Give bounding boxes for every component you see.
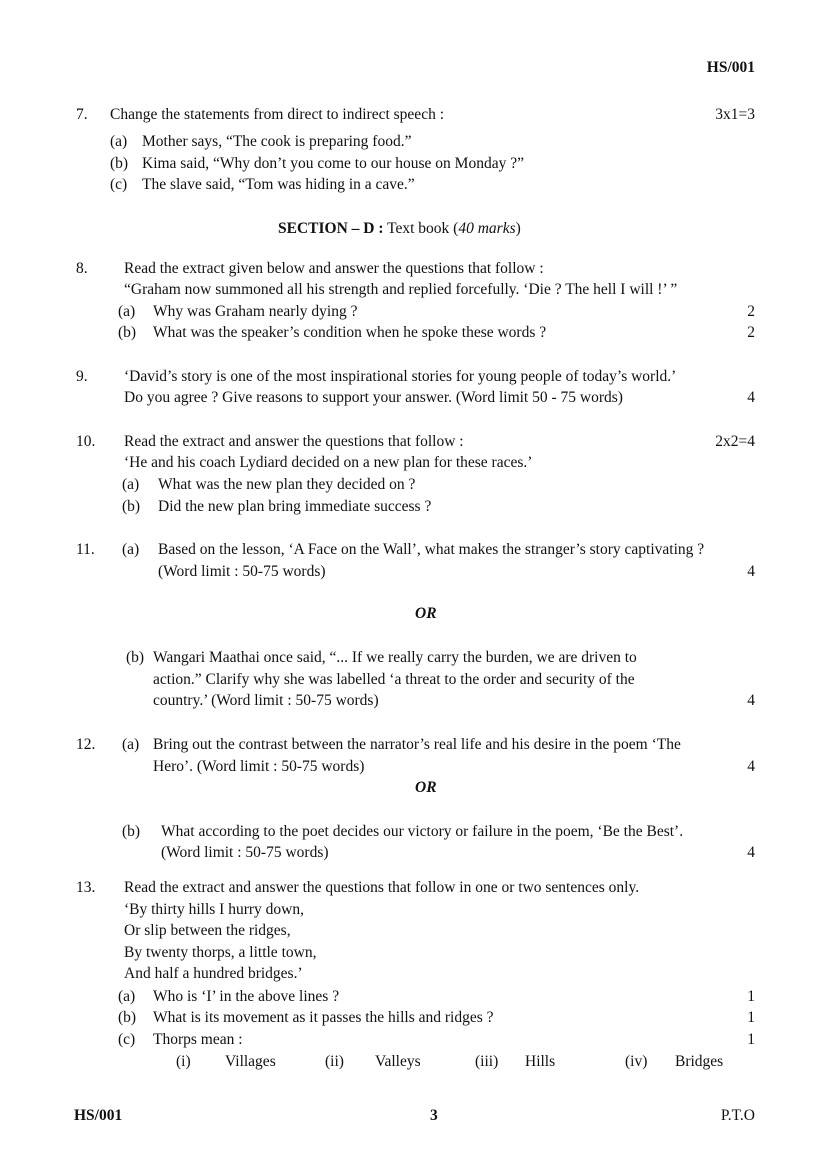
section-d-close: )	[515, 220, 521, 237]
q7-text: Change the statements from direct to indirect speech :	[110, 106, 444, 123]
q13-c-text: Thorps mean :	[153, 1031, 243, 1048]
q12-b-label: (b)	[122, 823, 141, 840]
q12-a-line2: Hero’. (Word limit : 50-75 words)	[153, 758, 365, 775]
q10-a-label: (a)	[122, 476, 140, 493]
q13-text: Read the extract and answer the questions that follow in one or two sentences only.	[124, 879, 640, 896]
q10-b-label: (b)	[122, 498, 141, 515]
q8-number: 8.	[76, 260, 88, 277]
section-d-title	[278, 221, 521, 237]
q13-b-label: (b)	[118, 1009, 137, 1026]
q13-option-text: Bridges	[675, 1053, 724, 1070]
q7-a-label: (a)	[110, 133, 128, 150]
q11-a-label: (a)	[122, 541, 140, 558]
q12-b-line1: What according to the poet decides our victory or failure in the poem, ‘Be the Best’.	[161, 823, 684, 840]
q11-a-marks: 4	[747, 563, 755, 580]
q8-quote: “Graham now summoned all his strength and replied forcefully. ‘Die ? The hell I will !’ ”	[124, 281, 678, 298]
q11-number: 11.	[76, 541, 95, 558]
q7-marks: 3x1=3	[715, 106, 755, 123]
q13-option-text: Valleys	[375, 1053, 421, 1070]
q7-c-text: The slave said, “Tom was hiding in a cave.”	[142, 176, 415, 193]
q13-number: 13.	[76, 879, 96, 896]
q12-number: 12.	[76, 736, 96, 753]
q9-line2: Do you agree ? Give reasons to support your answer. (Word limit 50 - 75 words)	[124, 389, 623, 406]
q13-poem-line: Or slip between the ridges,	[124, 922, 291, 939]
q12-b-marks: 4	[747, 844, 755, 861]
q12-a-marks: 4	[747, 758, 755, 775]
q7-number: 7.	[76, 106, 88, 123]
q13-poem-line: And half a hundred bridges.’	[124, 965, 303, 982]
q13-c-marks: 1	[747, 1031, 755, 1048]
pto-text: P.T.O	[720, 1107, 755, 1124]
q13-option-label: (iv)	[625, 1053, 648, 1070]
q7-b-text: Kima said, “Why don’t you come to our house on Monday ?”	[142, 155, 524, 172]
q13-option-text: Hills	[525, 1053, 556, 1070]
q11-b-marks: 4	[747, 692, 755, 709]
q11-or: OR	[415, 605, 437, 622]
section-d-rest: Text book (	[383, 220, 459, 237]
q9-number: 9.	[76, 368, 88, 385]
q8-b-label: (b)	[118, 324, 137, 341]
q13-option-label: (iii)	[475, 1053, 499, 1070]
q12-a-line1: Bring out the contrast between the narrator’s real life and his desire in the poem ‘The	[153, 736, 681, 753]
q9-marks: 4	[747, 389, 755, 406]
header-code: HS/001	[706, 59, 755, 76]
q13-a-text: Who is ‘I’ in the above lines ?	[153, 988, 340, 1005]
q13-a-label: (a)	[118, 988, 136, 1005]
q13-poem-line: ‘By thirty hills I hurry down,	[124, 901, 304, 918]
page-number: 3	[430, 1107, 438, 1124]
q10-text: Read the extract and answer the questions that follow :	[124, 433, 464, 450]
footer-code: HS/001	[74, 1107, 123, 1124]
q11-b-line2: action.” Clarify why she was labelled ‘a threat to the order and security of the	[153, 671, 635, 688]
q11-a-line1: Based on the lesson, ‘A Face on the Wall’, what makes the stranger’s story captivating ?	[158, 541, 705, 558]
q11-b-label: (b)	[126, 649, 145, 666]
q12-a-label: (a)	[122, 736, 140, 753]
q10-number: 10.	[76, 433, 96, 450]
q8-b-text: What was the speaker’s condition when he spoke these words ?	[153, 324, 547, 341]
q10-a-text: What was the new plan they decided on ?	[158, 476, 416, 493]
q13-b-marks: 1	[747, 1009, 755, 1026]
q13-b-text: What is its movement as it passes the hills and ridges ?	[153, 1009, 494, 1026]
q7-c-label: (c)	[110, 176, 128, 193]
q13-option-text: Villages	[225, 1053, 276, 1070]
q8-b-marks: 2	[747, 324, 755, 341]
q8-text: Read the extract given below and answer the questions that follow :	[124, 260, 544, 277]
section-d-label: SECTION – D :	[278, 220, 384, 237]
q8-a-label: (a)	[118, 303, 136, 320]
q13-c-label: (c)	[118, 1031, 136, 1048]
q13-a-marks: 1	[747, 988, 755, 1005]
q8-a-text: Why was Graham nearly dying ?	[153, 303, 358, 320]
q11-b-line3: country.’ (Word limit : 50-75 words)	[153, 692, 379, 709]
q7-b-label: (b)	[110, 155, 129, 172]
q10-quote: ‘He and his coach Lydiard decided on a new plan for these races.’	[124, 454, 533, 471]
q9-line1: ‘David’s story is one of the most inspirational stories for young people of today’s world.’	[124, 368, 677, 385]
q13-option-label: (ii)	[325, 1053, 344, 1070]
q8-a-marks: 2	[747, 303, 755, 320]
q11-b-line1: Wangari Maathai once said, “... If we really carry the burden, we are driven to	[153, 649, 637, 666]
section-d-marks: 40 marks	[458, 220, 516, 237]
q10-marks: 2x2=4	[715, 433, 755, 450]
q7-a-text: Mother says, “The cook is preparing food.”	[142, 133, 412, 150]
q13-option-label: (i)	[176, 1053, 191, 1070]
q13-poem-line: By twenty thorps, a little town,	[124, 944, 317, 961]
q12-or: OR	[415, 779, 437, 796]
q10-b-text: Did the new plan bring immediate success ?	[158, 498, 432, 515]
q12-b-line2: (Word limit : 50-75 words)	[161, 844, 329, 861]
q11-a-line2: (Word limit : 50-75 words)	[158, 563, 326, 580]
